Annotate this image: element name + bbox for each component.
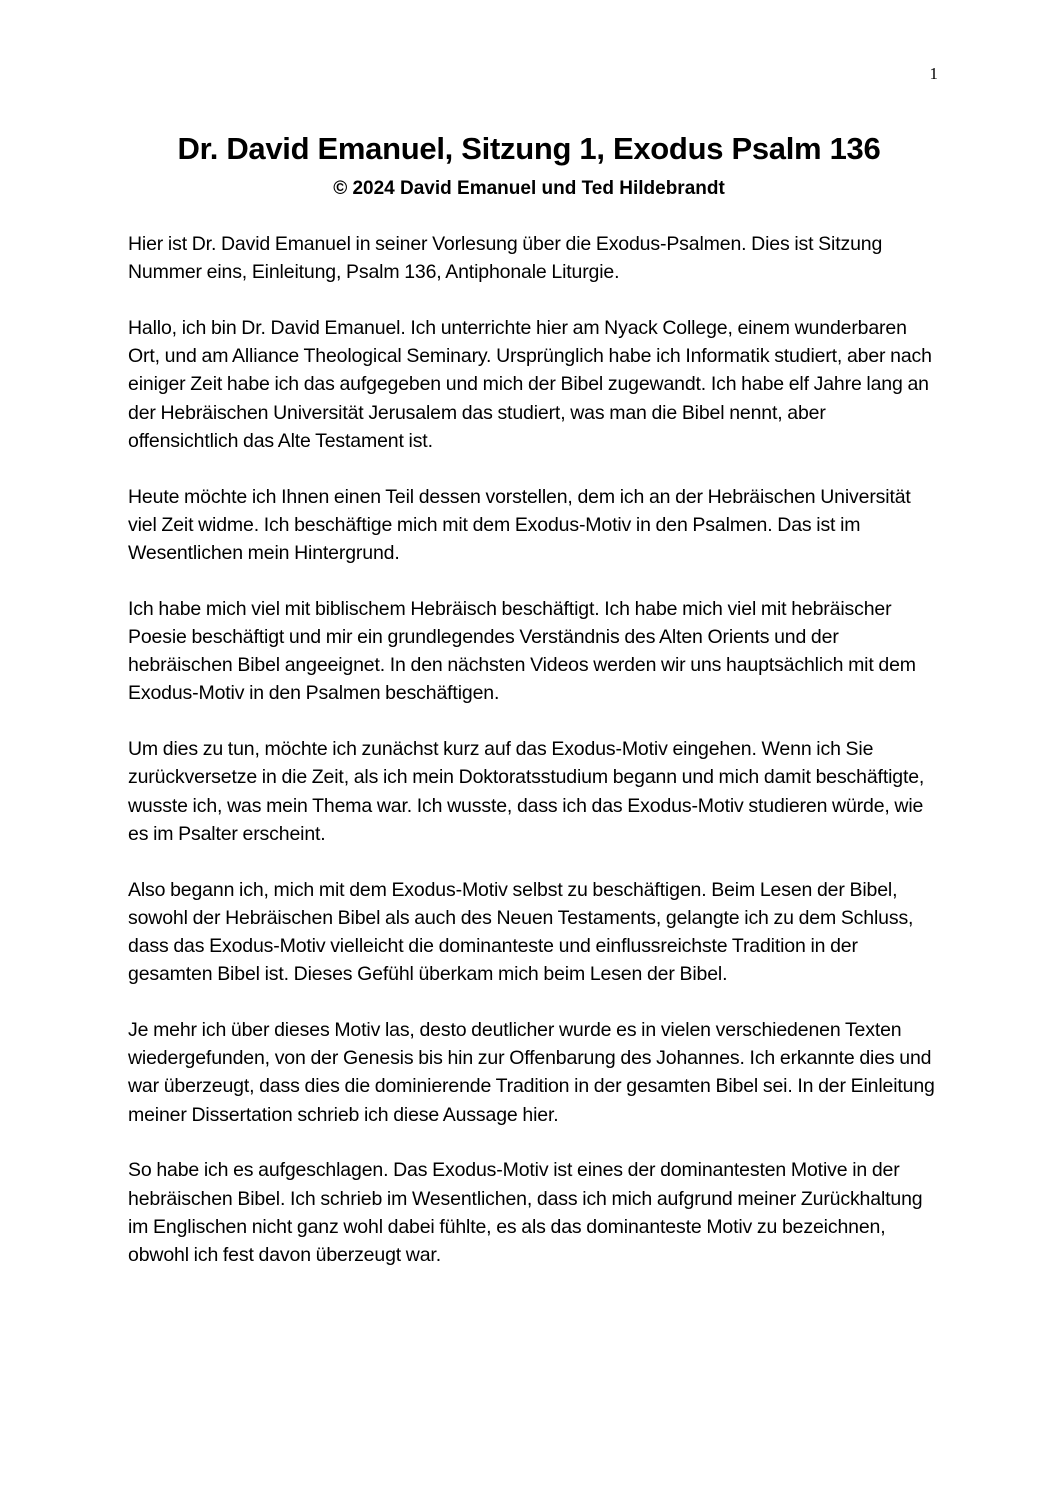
paragraph-4: Ich habe mich viel mit biblischem Hebräisch beschäftigt. Ich habe mich viel mit hebräischer Poesie beschäftigt und mir ein grundlegendes Verständnis des Alten Orients und der hebräischen Bibel angeeignet. In den nächsten Videos werden wir uns hauptsächlich mit dem Exodus-Motiv in den Psalmen beschäftigen. [128,597,916,705]
paragraph-1: Hier ist Dr. David Emanuel in seiner Vorlesung über die Exodus-Psalmen. Dies ist Sitzung Nummer eins, Einleitung, Psalm 136, Antiphonale Liturgie. [128,233,883,284]
paragraph-6: Also begann ich, mich mit dem Exodus-Motiv selbst zu beschäftigen. Beim Lesen der Bibel, sowohl der Hebräischen Bibel als auch des Neuen Testaments, gelangte ich zu dem Schluss, dass das Exodus-Motiv vielleicht die dominanteste und einflussreichste Tradition in der gesamten Bibel ist. Dieses Gefühl überkam mich beim Lesen der Bibel. [128,878,914,986]
paragraph-7: Je mehr ich über dieses Motiv las, desto deutlicher wurde es in vielen verschiedenen Texten wiedergefunden, von der Genesis bis hin zur Offenbarung des Johannes. Ich erkannte dies und war überzeugt, dass dies die dominierende Tradition in der gesamten Bibel sei. In der Einleitung meiner Dissertation schrieb ich diese Aussage hier. [128,1019,935,1126]
paragraph-5: Um dies zu tun, möchte ich zunächst kurz auf das Exodus-Motiv eingehen. Wenn ich Sie zurückversetze in die Zeit, als ich mein Doktoratsstudium begann und mich damit beschäftigte, wusste ich, was mein Thema war. Ich wusste, dass ich das Exodus-Motiv studieren würde, wie es im Psalter erscheint. [128,738,925,845]
paragraph-8: So habe ich es aufgeschlagen. Das Exodus-Motiv ist eines der dominantesten Motive in der hebräischen Bibel. Ich schrieb im Wesentlichen, dass ich mich aufgrund meiner Zurückhaltung im Englischen nicht ganz wohl dabei fühlte, es als das dominanteste Motiv zu bezeichnen, obwohl ich fest davon überzeugt war. [128,1159,923,1267]
page-number: 1 [929,64,938,83]
paragraph-3: Heute möchte ich Ihnen einen Teil dessen vorstellen, dem ich an der Hebräischen Universität viel Zeit widme. Ich beschäftige mich mit dem Exodus-Motiv in den Psalmen. Das ist im Wesentlichen mein Hintergrund. [128,485,911,565]
document-title: Dr. David Emanuel, Sitzung 1, Exodus Psalm 136 [177,131,881,166]
copyright-line: © 2024 David Emanuel und Ted Hildebrandt [333,178,725,199]
transcript-body [128,230,938,1297]
paragraph-2: Hallo, ich bin Dr. David Emanuel. Ich unterrichte hier am Nyack College, einem wunderbaren Ort, und am Alliance Theological Seminary. Ursprünglich habe ich Informatik studiert, aber nach einiger Zeit habe ich das aufgegeben und mich der Bibel zugewandt. Ich habe elf Jahre lang an der Hebräischen Universität Jerusalem das studiert, was man die Bibel nennt, aber offensichtlich das Alte Testament ist. [128,317,932,452]
